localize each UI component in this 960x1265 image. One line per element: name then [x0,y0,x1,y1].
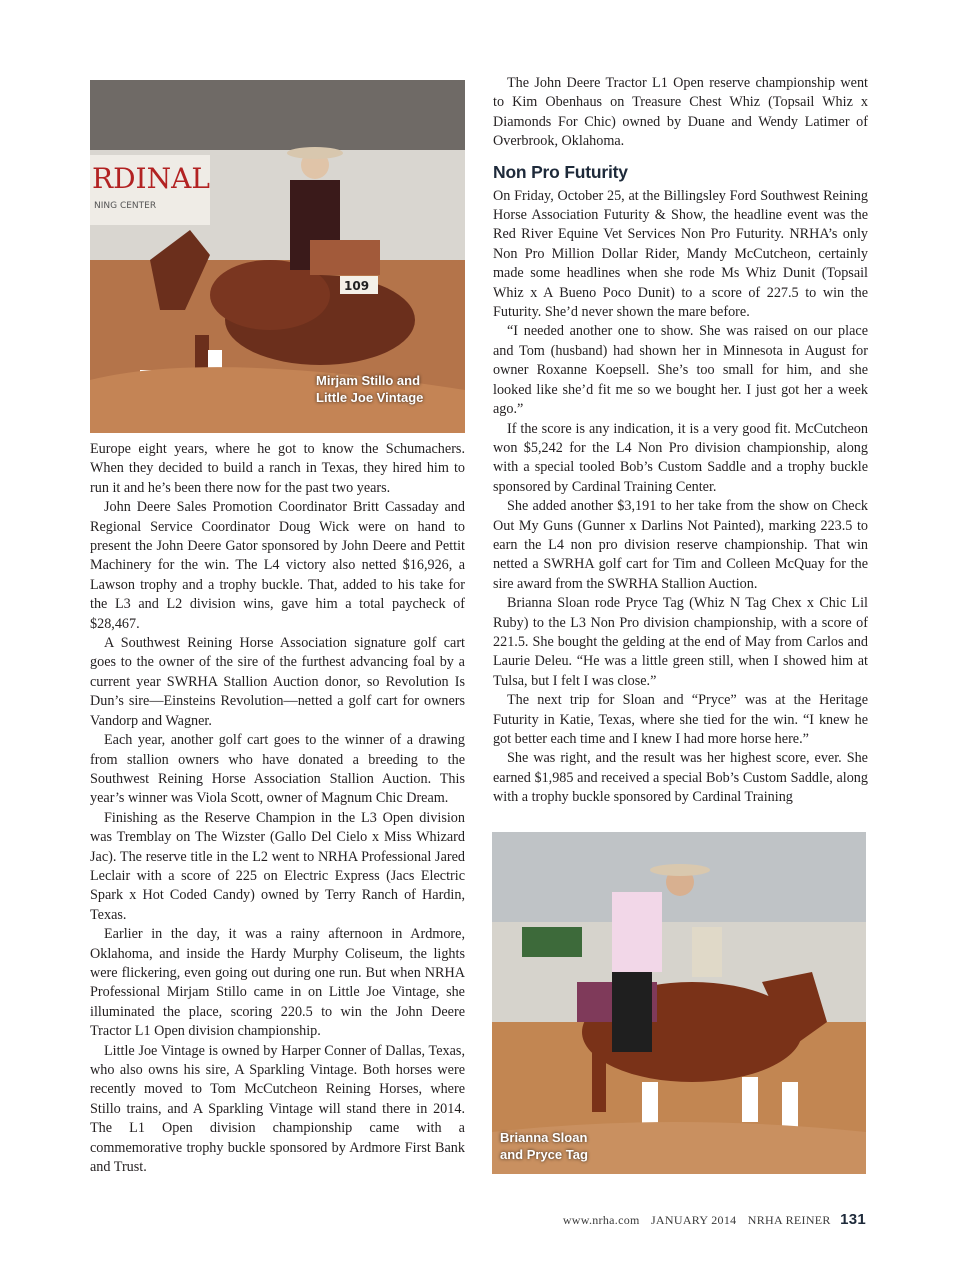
caption-line: Little Joe Vintage [316,390,424,405]
photo-brianna-sloan [492,832,866,1174]
photo-caption-2 [500,1129,588,1163]
paragraph: Earlier in the day, it was a rainy afternoon in Ardmore, Oklahoma, and inside the Hardy Murphy Coliseum, the lights were flickering, even going out during one run. But when NRHA Professional Mirjam Stillo came in on Little Joe Vintage, she illuminated the place, scoring 220.5 to win the John Deere Tractor L1 Open division championship. [90,926,465,1040]
caption-line: Brianna Sloan [500,1130,588,1145]
paragraph: Brianna Sloan rode Pryce Tag (Whiz N Tag Chex x Chic Lil Ruby) to the L3 Non Pro division championship, with a score of 221.5. She bought the gelding at the end of May from Carlos and Laurie Deleu. “He was a little green still, when I showed him at Tulsa, but I felt I was close.” [493,595,868,689]
footer-website: www.nrha.com [562,1213,640,1227]
banner-text: RDINAL [92,162,210,195]
photo-illustration [492,832,866,1174]
footer-publication: NRHA REINER [747,1213,831,1227]
paragraph: “I needed another one to show. She was raised on our place and Tom (husband) had shown her in Minnesota in August for owner Roxanne Koepsell. She’s too small for him, and she looked like she’d fit me so we bought her. I just got her a week ago.” [493,323,868,418]
paragraph: Europe eight years, where he got to know the Schumachers. When they decided to build a ranch in Texas, they hired him to run it and he’s been there now for the past two years. [90,441,465,496]
paragraph: John Deere Sales Promotion Coordinator Britt Cassaday and Regional Service Coordinator Doug Wick were on hand to present the John Deere Gator sponsored by John Deere and Pettit Machinery for the win. The L4 victory also netted $16,926, a Lawson trophy and a trophy buckle. That, added to his take for the L3 and L2 division wins, gave him a total paycheck of $28,467. [90,499,465,632]
paragraph: If the score is any indication, it is a very good fit. McCutcheon won $5,242 for the L4 Non Pro division championship, along with a special tooled Bob’s Custom Saddle and a trophy buckle sponsored by Cardinal Training Center. [493,420,868,495]
paragraph: A Southwest Reining Horse Association signature golf cart goes to the owner of the sire of the furthest advancing foal by a current year SWRHA Stallion Auction donor, so Revolution Is Dun’s sire—Einsteins Revolution—netted a golf cart for owners Vandorp and Wagner. [90,635,465,729]
left-column [90,440,465,1177]
paragraph: Little Joe Vintage is owned by Harper Conner of Dallas, Texas, who also owns his sire, A Sparkling Vintage. Both horses were recently moved to Tom McCutcheon Reining Horses, where Stillo trains, and A Sparkling Vintage will stand there in 2014. The L1 Open division championship came with a commemorative trophy buckle sponsored by Ardmore First Bank and Trust. [90,1042,465,1176]
page-number: 131 [840,1211,866,1228]
paragraph: Each year, another golf cart goes to the winner of a drawing from stallion owners who have donated a breeding to the Southwest Reining Horse Association Stallion Auction. This year’s winner was Viola Scott, owner of Magnum Chic Dream. [90,732,465,807]
paragraph: The John Deere Tractor L1 Open reserve championship went to Kim Obenhaus on Treasure Chest Whiz (Topsail Whiz x Diamonds For Chic) owned by Duane and Wendy Latimer of Overbrook, Oklahoma. [493,75,868,150]
paragraph: The next trip for Sloan and “Pryce” was at the Heritage Futurity in Katie, Texas, where she tied for the win. “I knew he got better each time and I knew I had more horse here.” [493,692,868,747]
horse-number: 109 [344,279,370,293]
caption-line: Mirjam Stillo and [316,373,421,388]
paragraph: She added another $3,191 to her take from the show on Check Out My Guns (Gunner x Darlins Not Painted), marking 223.5 to earn the L4 non pro division reserve championship. That win netted a SWRHA golf cart for Tim and Colleen McQuay for the sire award from the SWRHA Stallion Auction. [493,498,868,592]
page-footer [555,1211,866,1228]
caption-line: and Pryce Tag [500,1147,588,1162]
photo-caption-1 [316,372,423,406]
section-heading: Non Pro Futurity [493,161,628,182]
paragraph: She was right, and the result was her highest score, ever. She earned $1,985 and received a special Bob’s Custom Saddle, along with a trophy buckle sponsored by Cardinal Training [493,750,868,806]
photo-mirjam-stillo [90,80,465,433]
banner-subtext: NING CENTER [94,201,157,211]
paragraph: On Friday, October 25, at the Billingsley Ford Southwest Reining Horse Association Futurity & Show, the headline event was the Red River Equine Vet Services Non Pro Futurity. NRHA’s only Non Pro Million Dollar Rider, Mandy McCutcheon, certainly made some headlines when she rode Ms Whiz Dunit (Topsail Whiz x A Bueno Poco Dunit) to a score of 227.5 to win the Futurity. She’d never shown the mare before. [493,187,868,321]
right-column [493,74,868,808]
footer-issue: JANUARY 2014 [650,1213,737,1227]
paragraph: Finishing as the Reserve Champion in the L3 Open division was Tremblay on The Wizster (Gallo Del Cielo x Miss Whizard Jac). The reserve title in the L2 went to NRHA Professional Jared Leclair with a score of 225 on Electric Express (Jacs Electric Spark x Hot Coded Candy) owned by Terry Ranch of Hardin, Texas. [90,809,465,923]
